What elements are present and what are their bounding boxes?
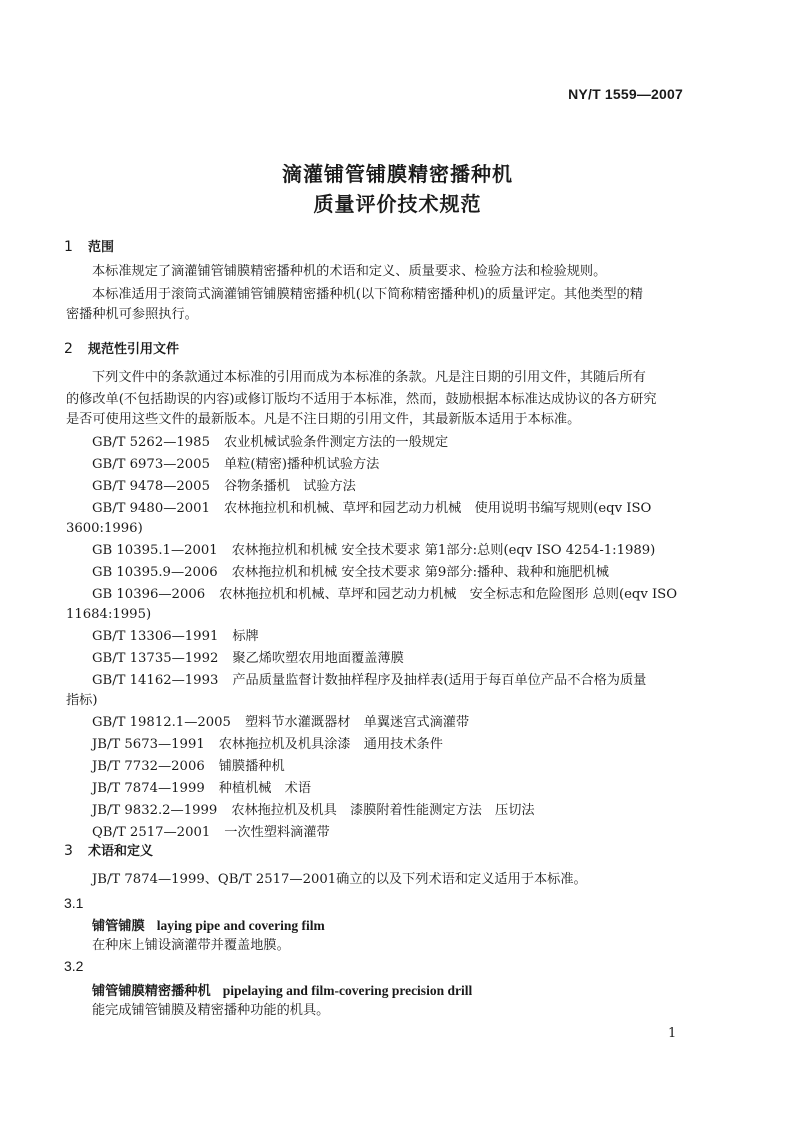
section-3-intro: JB/T 7874—1999、QB/T 2517—2001确立的以及下列术语和定义适用于本标准。 xyxy=(92,872,587,887)
reference-item xyxy=(92,713,685,733)
section-2-intro-line: 的修改单(不包括勘误的内容)或修订版均不适用于本标准，然而，鼓励根据本标准达成协议的各方研究 xyxy=(66,392,657,407)
reference-title: 谷物条播机 试验方法 xyxy=(223,479,356,494)
reference-title: 一次性塑料滴灌带 xyxy=(224,825,330,840)
reference-title: 塑料节水灌溉器材 单翼迷宫式滴灌带 xyxy=(244,715,470,730)
term-number: 3.2 xyxy=(64,958,84,974)
reference-code: GB/T 14162—1993 xyxy=(92,673,219,688)
section-3-number: 3 xyxy=(64,843,73,859)
reference-item xyxy=(92,649,685,669)
reference-code: GB/T 13306—1991 xyxy=(92,629,219,644)
term-heading xyxy=(92,981,472,1002)
section-2-title: 规范性引用文件 xyxy=(88,342,180,357)
reference-item xyxy=(92,563,685,583)
reference-title: 农业机械试验条件测定方法的一般规定 xyxy=(223,435,449,450)
reference-continuation: 11684:1995) xyxy=(66,607,152,622)
section-2-number: 2 xyxy=(64,341,73,357)
reference-code: GB 10395.1—2001 xyxy=(92,543,218,558)
term-zh: 铺管铺膜精密播种机 xyxy=(92,984,211,999)
section-3-title: 术语和定义 xyxy=(88,844,154,859)
section-1-line: 本标准适用于滚筒式滴灌铺管铺膜精密播种机(以下简称精密播种机)的质量评定。其他类型的精 xyxy=(92,287,643,302)
section-1-number: 1 xyxy=(64,239,73,255)
document-title-line1: 滴灌铺管铺膜精密播种机 xyxy=(282,162,513,186)
reference-title: 铺膜播种机 xyxy=(218,759,285,774)
reference-code: JB/T 7732—2006 xyxy=(92,759,205,774)
section-2-intro-line: 下列文件中的条款通过本标准的引用而成为本标准的条款。凡是注日期的引用文件，其随后所有 xyxy=(92,370,646,385)
reference-code: GB/T 9480—2001 xyxy=(92,501,210,516)
term-en: pipelaying and film-covering precision drill xyxy=(222,983,473,998)
reference-item xyxy=(92,541,685,561)
reference-code: GB 10396—2006 xyxy=(92,587,206,602)
reference-item xyxy=(92,757,685,777)
reference-item xyxy=(92,433,685,453)
reference-title: 农林拖拉机和机械、草坪和园艺动力机械 安全标志和危险图形 总则(eqv ISO xyxy=(219,587,678,602)
term-heading xyxy=(92,916,325,937)
reference-item xyxy=(92,585,685,605)
document-title-line2: 质量评价技术规范 xyxy=(313,192,482,216)
reference-title: 农林拖拉机和机械、草坪和园艺动力机械 使用说明书编写规则(eqv ISO xyxy=(223,501,652,516)
reference-code: JB/T 7874—1999 xyxy=(92,781,205,796)
reference-item xyxy=(92,779,685,799)
reference-code: GB/T 5262—1985 xyxy=(92,435,210,450)
reference-title: 产品质量监督计数抽样程序及抽样表(适用于每百单位产品不合格为质量 xyxy=(232,673,647,688)
section-2-heading xyxy=(64,338,179,357)
reference-item xyxy=(92,801,685,821)
term-definition: 能完成铺管铺膜及精密播种功能的机具。 xyxy=(92,1003,330,1018)
reference-item xyxy=(92,477,685,497)
reference-title: 种植机械 术语 xyxy=(218,781,312,796)
section-1-title: 范围 xyxy=(88,240,115,255)
reference-code: JB/T 5673—1991 xyxy=(92,737,205,752)
reference-title: 农林拖拉机和机械 安全技术要求 第9部分:播种、栽种和施肥机械 xyxy=(231,565,609,580)
standard-code: NY/T 1559—2007 xyxy=(568,86,683,102)
reference-code: JB/T 9832.2—1999 xyxy=(92,803,218,818)
term-number: 3.1 xyxy=(64,895,84,911)
term-definition: 在种床上铺设滴灌带并覆盖地膜。 xyxy=(92,938,290,953)
reference-code: GB/T 9478—2005 xyxy=(92,479,210,494)
reference-title: 农林拖拉机及机具涂漆 通用技术条件 xyxy=(218,737,443,752)
reference-code: GB/T 13735—1992 xyxy=(92,651,219,666)
reference-continuation: 3600:1996) xyxy=(66,521,143,536)
reference-item xyxy=(92,823,685,843)
reference-code: QB/T 2517—2001 xyxy=(92,825,211,840)
section-1-heading xyxy=(64,236,114,255)
reference-item xyxy=(92,627,685,647)
section-1-line: 密播种机可参照执行。 xyxy=(66,307,198,322)
reference-item xyxy=(92,671,685,691)
reference-continuation: 指标) xyxy=(66,693,98,708)
reference-title: 农林拖拉机和机械 安全技术要求 第1部分:总则(eqv ISO 4254-1:1989) xyxy=(231,543,656,558)
reference-item xyxy=(92,455,685,475)
term-zh: 铺管铺膜 xyxy=(92,919,145,934)
term-en: laying pipe and covering film xyxy=(156,918,325,933)
section-2-intro-line: 是否可使用这些文件的最新版本。凡是不注日期的引用文件，其最新版本适用于本标准。 xyxy=(66,412,581,427)
section-3-heading xyxy=(64,840,153,859)
reference-code: GB 10395.9—2006 xyxy=(92,565,218,580)
reference-code: GB/T 19812.1—2005 xyxy=(92,715,231,730)
reference-item xyxy=(92,735,685,755)
reference-title: 聚乙烯吹塑农用地面覆盖薄膜 xyxy=(232,651,404,666)
section-1-line: 本标准规定了滴灌铺管铺膜精密播种机的术语和定义、质量要求、检验方法和检验规则。 xyxy=(92,264,607,279)
reference-title: 标牌 xyxy=(232,629,259,644)
reference-item xyxy=(92,499,685,519)
reference-title: 农林拖拉机及机具 漆膜附着性能测定方法 压切法 xyxy=(231,803,535,818)
reference-title: 单粒(精密)播种机试验方法 xyxy=(223,457,380,472)
reference-code: GB/T 6973—2005 xyxy=(92,457,210,472)
page-number: 1 xyxy=(668,1026,677,1041)
